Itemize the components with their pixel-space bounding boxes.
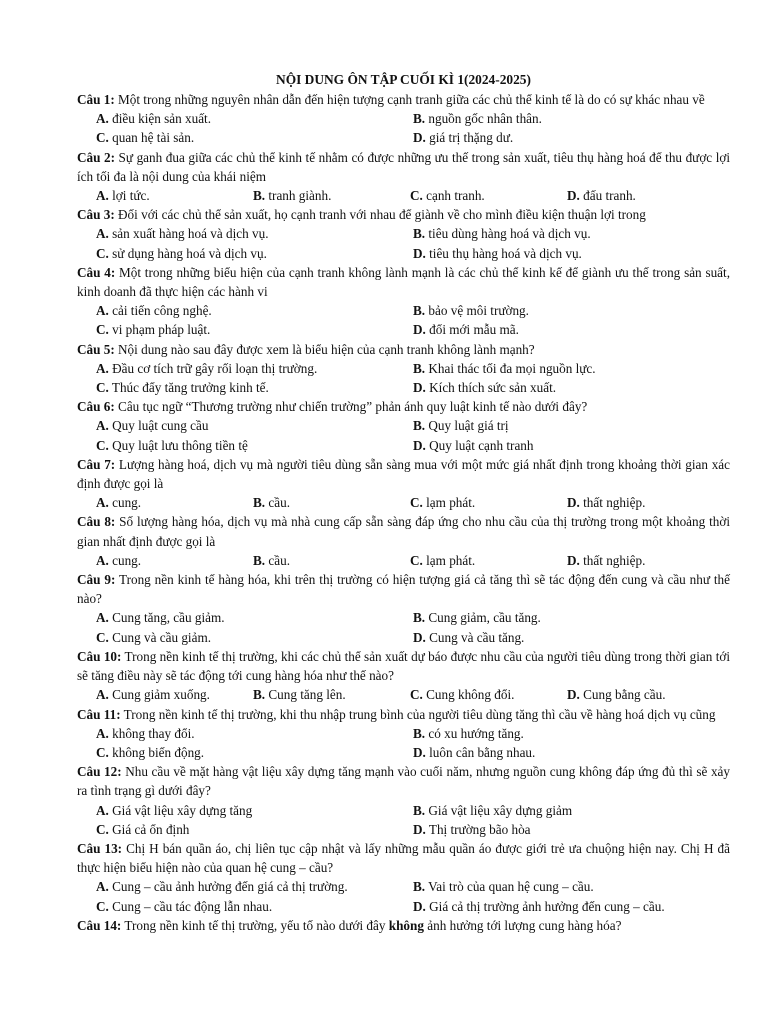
question-3	[77, 205, 730, 263]
question-8	[77, 512, 730, 570]
option-letter: D.	[567, 188, 580, 204]
question-body: Đối với các chủ thể sản xuất, họ cạnh tranh với nhau để giành về cho mình điều kiện thuận lợi trong	[114, 207, 646, 223]
option-text: cầu.	[265, 552, 290, 568]
question-body: Chị H bán quần áo, chị liên tục cập nhật và lấy những mẫu quần áo được giới trẻ ưa chuộng hiện nay. Chị H đã thực hiện biểu hiện nào của quan hệ cung – cầu?	[77, 840, 730, 876]
option-text: Khai thác tối đa mọi nguồn lực.	[425, 360, 596, 376]
option-letter: D.	[413, 629, 426, 645]
option-letter: C.	[96, 629, 109, 645]
question-label: Câu 13:	[77, 840, 123, 856]
question-text-before: Trong nền kinh tế thị trường, yếu tố nào dưới đây	[121, 917, 389, 933]
question-7	[77, 455, 730, 513]
question-label: Câu 3:	[77, 207, 115, 223]
question-label: Câu 2:	[77, 149, 115, 165]
answer-option	[96, 608, 413, 627]
question-text	[77, 647, 730, 685]
answer-options	[77, 493, 730, 512]
option-text: không biến động.	[108, 744, 205, 760]
option-text: Cung – cầu tác động lẫn nhau.	[108, 898, 273, 914]
question-text	[77, 340, 730, 359]
question-body: Câu tục ngữ “Thương trường như chiến trường” phản ánh quy luật kinh tế nào dưới đây?	[114, 399, 588, 415]
question-body: Trong nền kinh tế thị trường, khi các chủ thể sản xuất dự báo được nhu cầu của người tiêu dùng trong thời gian tới sẽ tăng điều này sẽ tác động tới cung hàng hóa như thế nào?	[77, 648, 731, 684]
option-text: đổi mới mẫu mã.	[425, 322, 519, 338]
option-letter: A.	[96, 610, 109, 626]
option-letter: C.	[96, 744, 109, 760]
option-letter: B.	[413, 303, 426, 319]
question-label: Câu 11:	[77, 706, 121, 722]
option-text: Cung giảm, cầu tăng.	[425, 610, 541, 626]
answer-options	[77, 877, 730, 915]
option-text: Cung và cầu giảm.	[108, 629, 212, 645]
option-letter: D.	[413, 322, 426, 338]
question-11	[77, 705, 730, 763]
option-text: điều kiện sản xuất.	[108, 111, 212, 127]
option-letter: A.	[96, 226, 109, 242]
question-label: Câu 10:	[77, 648, 122, 664]
question-label: Câu 8:	[77, 514, 116, 530]
answer-option	[96, 724, 413, 743]
option-text: cung.	[108, 552, 142, 568]
answer-options	[77, 416, 730, 454]
option-text: sản xuất hàng hoá và dịch vụ.	[108, 226, 269, 242]
option-letter: D.	[413, 744, 426, 760]
answer-option	[253, 186, 410, 205]
answer-option	[96, 320, 413, 339]
answer-option	[413, 801, 730, 820]
option-text: vi phạm pháp luật.	[108, 322, 211, 338]
option-letter: D.	[413, 245, 426, 261]
option-letter: A.	[96, 879, 109, 895]
option-text: Cung – cầu ảnh hưởng đến giá cả thị trường.	[108, 879, 348, 895]
option-letter: B.	[253, 495, 266, 511]
answer-option	[413, 724, 730, 743]
option-letter: D.	[413, 380, 426, 396]
answer-option	[413, 436, 730, 455]
option-text: đấu tranh.	[579, 188, 636, 204]
option-text: tiêu dùng hàng hoá và dịch vụ.	[425, 226, 591, 242]
option-letter: D.	[413, 130, 426, 146]
question-text-after: ảnh hưởng tới lượng cung hàng hóa?	[423, 917, 622, 933]
option-letter: B.	[413, 418, 426, 434]
answer-option	[413, 897, 730, 916]
option-text: Cung bằng cầu.	[579, 687, 666, 703]
option-text: Vai trò của quan hệ cung – cầu.	[425, 879, 594, 895]
option-letter: D.	[413, 821, 426, 837]
option-letter: C.	[410, 495, 423, 511]
option-text: Cung tăng, cầu giảm.	[108, 610, 225, 626]
option-letter: D.	[567, 552, 580, 568]
option-text: Giá cả ổn định	[108, 821, 190, 837]
option-letter: A.	[96, 188, 109, 204]
answer-option	[96, 685, 253, 704]
option-text: Cung không đổi.	[422, 687, 515, 703]
option-letter: C.	[96, 898, 109, 914]
question-text	[77, 512, 730, 550]
option-letter: A.	[96, 802, 109, 818]
answer-option	[253, 685, 410, 704]
question-4	[77, 263, 730, 340]
answer-options	[77, 724, 730, 762]
question-body: Số lượng hàng hóa, dịch vụ mà nhà cung cấp sẵn sàng đáp ứng cho nhu cầu của thị trường trong một khoảng thời gian nhất định được gọi là	[77, 514, 730, 549]
question-label: Câu 14:	[77, 917, 122, 933]
question-12	[77, 762, 730, 839]
option-text: lợi tức.	[108, 188, 150, 204]
answer-option	[96, 186, 253, 205]
option-letter: B.	[413, 360, 426, 376]
question-text	[77, 705, 730, 724]
question-label: Câu 4:	[77, 264, 116, 280]
answer-option	[410, 551, 567, 570]
question-text	[77, 90, 730, 109]
option-text: bảo vệ môi trường.	[425, 303, 529, 319]
option-letter: B.	[413, 226, 426, 242]
option-letter: A.	[96, 552, 109, 568]
option-letter: D.	[567, 495, 580, 511]
option-letter: B.	[253, 552, 266, 568]
answer-option	[410, 493, 567, 512]
option-letter: D.	[413, 437, 426, 453]
answer-option	[413, 820, 730, 839]
option-text: thất nghiệp.	[579, 552, 646, 568]
option-text: Quy luật giá trị	[425, 418, 509, 434]
answer-options	[77, 551, 730, 570]
answer-option	[96, 436, 413, 455]
option-letter: A.	[96, 111, 109, 127]
question-body: Nhu cầu về mặt hàng vật liệu xây dựng tăng mạnh vào cuối năm, nhưng nguồn cung không đáp ứng đủ thì sẽ xảy ra tình trạng gì dưới đây?	[77, 764, 730, 799]
option-letter: A.	[96, 725, 109, 741]
answer-option	[413, 743, 730, 762]
answer-option	[96, 359, 413, 378]
question-text	[77, 570, 730, 608]
option-letter: C.	[410, 687, 423, 703]
option-letter: B.	[413, 111, 426, 127]
answer-option	[413, 224, 730, 243]
answer-option	[413, 359, 730, 378]
answer-option	[96, 628, 413, 647]
option-letter: A.	[96, 303, 109, 319]
question-13	[77, 839, 730, 916]
answer-option	[413, 244, 730, 263]
question-body: Một trong những nguyên nhân dẫn đến hiện tượng cạnh tranh giữa các chủ thể kinh tế là do có sự khác nhau về	[114, 92, 705, 107]
answer-option	[413, 416, 730, 435]
option-letter: C.	[410, 188, 423, 204]
question-1	[77, 90, 730, 148]
option-text: lạm phát.	[422, 552, 476, 568]
option-text: Quy luật cạnh tranh	[425, 437, 534, 453]
question-body: Sự ganh đua giữa các chủ thể kinh tế nhằm có được những ưu thế trong sản xuất, tiêu thụ hàng hoá để thu được lợi ích tối đa là nội dung của khái niệm	[77, 149, 731, 184]
option-text: thất nghiệp.	[579, 495, 646, 511]
answer-options	[77, 685, 730, 704]
option-text: Thúc đẩy tăng trưởng kinh tế.	[108, 380, 269, 396]
option-letter: A.	[96, 418, 109, 434]
answer-option	[410, 685, 567, 704]
question-text	[77, 839, 730, 877]
question-14	[77, 916, 730, 935]
option-letter: B.	[413, 610, 426, 626]
answer-option	[253, 493, 410, 512]
answer-options	[77, 224, 730, 262]
option-text: Giá cả thị trường ảnh hưởng đến cung – cầu.	[425, 898, 665, 914]
option-letter: B.	[253, 188, 266, 204]
option-text: lạm phát.	[422, 495, 476, 511]
option-letter: A.	[96, 495, 109, 511]
answer-option	[567, 493, 730, 512]
option-text: tiêu thụ hàng hoá và dịch vụ.	[425, 245, 582, 261]
question-text	[77, 455, 730, 493]
option-letter: D.	[413, 898, 426, 914]
option-text: luôn cân bằng nhau.	[425, 744, 536, 760]
question-label: Câu 5:	[77, 341, 115, 357]
answer-option	[96, 820, 413, 839]
answer-option	[96, 244, 413, 263]
answer-option	[567, 685, 730, 704]
option-text: Kích thích sức sản xuất.	[425, 380, 557, 396]
question-text	[77, 397, 730, 416]
option-text: Giá vật liệu xây dựng giảm	[425, 802, 573, 818]
question-body: Một trong những biểu hiện của cạnh tranh không lành mạnh là các chủ thể kinh kế để giành ưu thế trong sản suất, kinh doanh đã thực hiện các hành vi	[77, 264, 730, 300]
question-text	[77, 263, 730, 301]
option-text: Cung và cầu tăng.	[425, 629, 525, 645]
option-letter: A.	[96, 687, 109, 703]
question-9	[77, 570, 730, 647]
answer-option	[413, 378, 730, 397]
option-letter: C.	[96, 380, 109, 396]
answer-options	[77, 301, 730, 339]
option-text: không thay đổi.	[108, 725, 195, 741]
answer-option	[96, 301, 413, 320]
answer-option	[413, 301, 730, 320]
option-text: cạnh tranh.	[422, 188, 485, 204]
option-text: có xu hướng tăng.	[425, 725, 524, 741]
option-letter: B.	[413, 879, 426, 895]
answer-option	[96, 416, 413, 435]
answer-options	[77, 608, 730, 646]
answer-option	[96, 378, 413, 397]
option-letter: C.	[96, 821, 109, 837]
question-10	[77, 647, 730, 705]
answer-option	[96, 897, 413, 916]
answer-option	[413, 320, 730, 339]
answer-option	[567, 551, 730, 570]
option-letter: C.	[96, 437, 109, 453]
answer-option	[410, 186, 567, 205]
question-text	[77, 148, 730, 186]
question-label: Câu 6:	[77, 399, 115, 415]
question-body: Nội dung nào sau đây được xem là biểu hiện của cạnh tranh không lành mạnh?	[114, 341, 535, 357]
question-body: Trong nền kinh tế thị trường, khi thu nhập trung bình của người tiêu dùng tăng thì cầu về hàng hoá dịch vụ cũng	[120, 706, 716, 722]
question-6	[77, 397, 730, 455]
question-label: Câu 9:	[77, 572, 116, 588]
question-label: Câu 7:	[77, 456, 116, 472]
answer-option	[413, 628, 730, 647]
answer-options	[77, 186, 730, 205]
question-label: Câu 1:	[77, 92, 115, 107]
answer-options	[77, 109, 730, 147]
option-text: sử dụng hàng hoá và dịch vụ.	[108, 245, 267, 261]
answer-option	[413, 608, 730, 627]
option-text: Giá vật liệu xây dựng tăng	[108, 802, 253, 818]
answer-option	[96, 743, 413, 762]
question-body: Lượng hàng hoá, dịch vụ mà người tiêu dùng sẵn sàng mua với một mức giá nhất định trong khoảng thời gian xác định được gọi là	[77, 456, 731, 492]
answer-option	[413, 877, 730, 896]
answer-option	[413, 128, 730, 147]
option-letter: C.	[410, 552, 423, 568]
option-letter: C.	[96, 322, 109, 338]
option-text: tranh giành.	[265, 188, 332, 204]
question-text	[77, 916, 730, 935]
option-text: Cung tăng lên.	[265, 687, 346, 703]
question-keyword: không	[388, 917, 424, 933]
question-text	[77, 762, 730, 800]
option-text: Quy luật cung cầu	[108, 418, 209, 434]
question-label: Câu 12:	[77, 764, 122, 780]
option-text: Quy luật lưu thông tiền tệ	[108, 437, 248, 453]
option-text: cầu.	[265, 495, 290, 511]
option-letter: A.	[96, 360, 109, 376]
option-text: Cung giảm xuống.	[108, 687, 210, 703]
question-body: Trong nền kinh tế hàng hóa, khi trên thị trường có hiện tượng giá cả tăng thì sẽ tác động đến cung và cầu như thế nào?	[77, 572, 731, 607]
option-letter: C.	[96, 245, 109, 261]
answer-option	[96, 801, 413, 820]
option-letter: B.	[413, 802, 426, 818]
answer-option	[96, 224, 413, 243]
option-text: Đầu cơ tích trữ gây rối loạn thị trường.	[108, 360, 318, 376]
option-text: quan hệ tài sản.	[108, 130, 195, 146]
option-text: cung.	[108, 495, 142, 511]
option-letter: B.	[413, 725, 426, 741]
answer-options	[77, 801, 730, 839]
answer-option	[413, 109, 730, 128]
answer-option	[96, 493, 253, 512]
document-title: NỘI DUNG ÔN TẬP CUỐI KÌ 1(2024-2025)	[276, 72, 531, 87]
answer-option	[96, 877, 413, 896]
question-list	[77, 90, 730, 916]
option-text: nguồn gốc nhân thân.	[425, 111, 542, 127]
question-5	[77, 340, 730, 398]
answer-option	[96, 109, 413, 128]
question-text	[77, 205, 730, 224]
answer-option	[96, 128, 413, 147]
option-text: Thị trường bão hòa	[425, 821, 531, 837]
option-letter: D.	[567, 687, 580, 703]
option-letter: B.	[253, 687, 266, 703]
option-text: giá trị thặng dư.	[425, 130, 514, 146]
question-2	[77, 148, 730, 206]
answer-option	[567, 186, 730, 205]
answer-options	[77, 359, 730, 397]
option-text: cải tiến công nghệ.	[108, 303, 212, 319]
answer-option	[96, 551, 253, 570]
answer-option	[253, 551, 410, 570]
option-letter: C.	[96, 130, 109, 146]
